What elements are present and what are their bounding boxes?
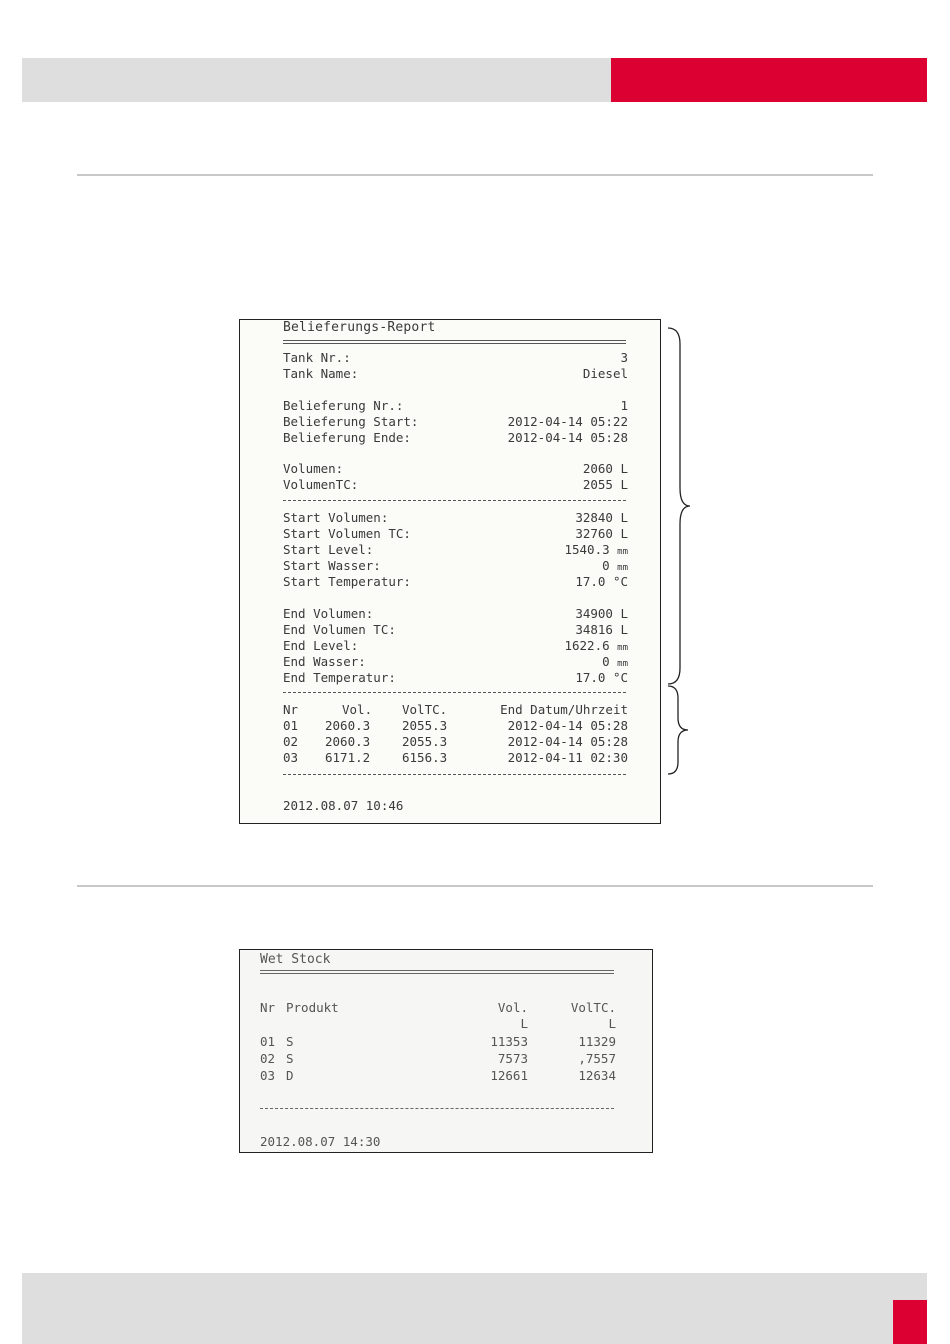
dashed-separator (260, 1108, 614, 1109)
brace-report-summary (664, 326, 694, 686)
table-cell: 6156.3 (402, 750, 448, 765)
field-label: VolumenTC: (283, 477, 359, 492)
field-row (283, 477, 628, 493)
table-cell: 01 (283, 718, 299, 733)
delivery-report-receipt (239, 319, 661, 824)
table-row (260, 1051, 616, 1067)
field-value: 1622.6 mm (564, 638, 628, 653)
column-header: Vol. (497, 1000, 528, 1015)
column-header: Nr (260, 1000, 276, 1015)
field-label: Belieferung Nr.: (283, 398, 404, 413)
field-row (283, 526, 628, 542)
wet-stock-table-header (260, 1000, 616, 1016)
table-cell: 12661 (490, 1068, 528, 1083)
column-header: Produkt (286, 1000, 339, 1015)
page-number-tab (893, 1300, 927, 1344)
table-cell: 03 (283, 750, 299, 765)
field-row (283, 414, 628, 430)
dashed-separator (283, 692, 626, 693)
field-value: 2012-04-14 05:22 (507, 414, 628, 429)
field-row (283, 430, 628, 446)
field-value: 32760 L (575, 526, 628, 541)
field-value: 2060 L (582, 461, 628, 476)
field-label: Start Level: (283, 542, 374, 557)
table-cell: 12634 (578, 1068, 616, 1083)
field-label: End Temperatur: (283, 670, 396, 685)
field-row (283, 461, 628, 477)
field-row (283, 558, 628, 574)
delivery-report-title: Belieferungs-Report (283, 320, 436, 335)
table-cell: D (286, 1068, 294, 1083)
table-cell: 6171.2 (325, 750, 371, 765)
table-cell: ,7557 (578, 1051, 616, 1066)
double-separator (283, 340, 626, 344)
table-cell: 11329 (578, 1034, 616, 1049)
table-cell: 2055.3 (402, 718, 448, 733)
column-header: End Datum/Uhrzeit (500, 702, 628, 717)
field-value: 32840 L (575, 510, 628, 525)
field-label: End Volumen: (283, 606, 374, 621)
field-value: 34816 L (575, 622, 628, 637)
table-cell: 2060.3 (325, 718, 371, 733)
header-accent-band (611, 58, 927, 102)
wet-stock-receipt (239, 949, 653, 1153)
column-header: Vol. (342, 702, 373, 717)
print-timestamp: 2012.08.07 10:46 (283, 798, 404, 813)
brace-delivery-list (664, 684, 694, 776)
table-cell: 2012-04-14 05:28 (507, 734, 628, 749)
field-row (283, 574, 628, 590)
table-row (283, 734, 628, 750)
field-value: 1540.3 mm (564, 542, 628, 557)
section-divider (77, 885, 873, 887)
field-label: Belieferung Ende: (283, 430, 411, 445)
field-value: 0 mm (602, 654, 628, 669)
table-cell: 11353 (490, 1034, 528, 1049)
section-divider (77, 174, 873, 176)
field-label: Tank Nr.: (283, 350, 351, 365)
table-cell: 01 (260, 1034, 276, 1049)
field-row (283, 654, 628, 670)
table-row (260, 1034, 616, 1050)
column-unit: L (608, 1016, 616, 1031)
print-timestamp: 2012.08.07 14:30 (260, 1134, 381, 1149)
header-band (22, 58, 612, 102)
dashed-separator (283, 774, 626, 775)
table-cell: 7573 (497, 1051, 528, 1066)
field-value: 2012-04-14 05:28 (507, 430, 628, 445)
wet-stock-title: Wet Stock (260, 952, 331, 967)
field-row (283, 366, 628, 382)
table-cell: 03 (260, 1068, 276, 1083)
table-row (260, 1068, 616, 1084)
table-cell: 2060.3 (325, 734, 371, 749)
column-header: VolTC. (402, 702, 448, 717)
field-value: 1 (620, 398, 628, 413)
field-row (283, 670, 628, 686)
column-header: Nr (283, 702, 299, 717)
field-row (283, 542, 628, 558)
table-cell: S (286, 1034, 294, 1049)
field-label: End Level: (283, 638, 359, 653)
table-cell: 2012-04-14 05:28 (507, 718, 628, 733)
field-label: Start Temperatur: (283, 574, 411, 589)
double-separator (260, 970, 614, 974)
table-cell: 2012-04-11 02:30 (507, 750, 628, 765)
table-cell: 02 (260, 1051, 276, 1066)
dashed-separator (283, 500, 626, 501)
footer-band (22, 1273, 927, 1344)
field-label: Start Wasser: (283, 558, 381, 573)
field-row (283, 510, 628, 526)
column-header: VolTC. (570, 1000, 616, 1015)
field-value: 0 mm (602, 558, 628, 573)
deliveries-table-header (283, 702, 628, 718)
field-row (283, 350, 628, 366)
field-row (283, 398, 628, 414)
field-row (283, 606, 628, 622)
table-cell: 2055.3 (402, 734, 448, 749)
field-label: Start Volumen TC: (283, 526, 411, 541)
table-cell: S (286, 1051, 294, 1066)
field-row (283, 622, 628, 638)
field-row (283, 638, 628, 654)
table-row (283, 750, 628, 766)
field-value: 34900 L (575, 606, 628, 621)
field-value: 3 (620, 350, 628, 365)
field-value: 17.0 °C (575, 574, 628, 589)
column-unit: L (520, 1016, 528, 1031)
table-row (283, 718, 628, 734)
table-cell: 02 (283, 734, 299, 749)
field-label: End Wasser: (283, 654, 366, 669)
wet-stock-unit-row (260, 1016, 616, 1032)
field-label: Belieferung Start: (283, 414, 419, 429)
field-value: Diesel (582, 366, 628, 381)
field-label: Volumen: (283, 461, 344, 476)
field-label: Start Volumen: (283, 510, 389, 525)
field-value: 2055 L (582, 477, 628, 492)
field-label: End Volumen TC: (283, 622, 396, 637)
field-value: 17.0 °C (575, 670, 628, 685)
field-label: Tank Name: (283, 366, 359, 381)
